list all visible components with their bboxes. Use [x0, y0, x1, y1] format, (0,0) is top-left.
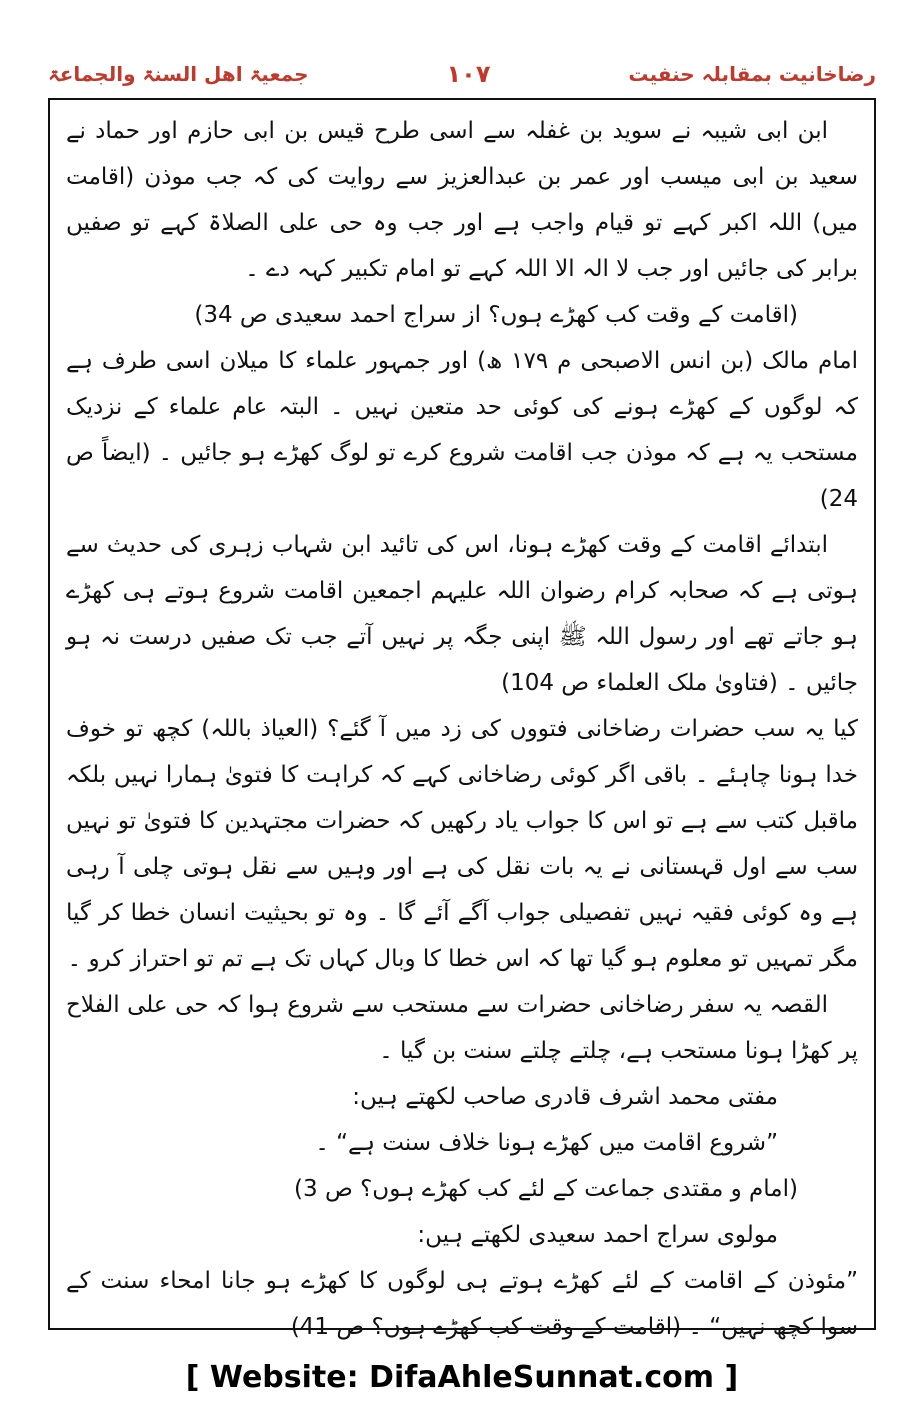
heading-siraj-ahmad: مولوی سراج احمد سعیدی لکھتے ہیں:: [417, 1222, 778, 1248]
paragraph-rebuttal: کیا یہ سب حضرات رضاخانی فتووں کی زد میں آ گئے؟ (العیاذ باللہ) کچھ تو خوف خدا ہونا چاہئے ۔ باقی اگر کوئی رضاخانی کہے کہ کراہت کا فتویٰ ہمارا نہیں بلکہ ماقبل کتب سے ہے تو اس کا جواب یاد رکھیں کہ حضرات مجتہدین کا فتویٰ تو نہیں سب سے اول قہستانی نے یہ بات نقل کی ہے اور وہیں سے نقل ہوتی چلی آ رہی ہے وہ کوئی فقیہ نہیں تفصیلی جواب آگے آئے گا ۔ وہ تو بحیثیت انسان خطا کر گیا مگر تمہیں تو معلوم ہو گیا تھا کہ اس خطا کا وبال کہاں تک ہے تم تو احتراز کرو ۔: [66, 716, 858, 972]
quote-mufti-ashraf: ”شروع اقامت میں کھڑے ہونا خلاف سنت ہے“ ۔: [315, 1130, 778, 1156]
header-organization: جمعیۃ اھل السنۃ والجماعۃ: [48, 62, 309, 86]
paragraph-ibn-shihab-zuhri: ابتدائے اقامت کے وقت کھڑے ہونا، اس کی تائید ابن شہاب زہری کی حدیث سے ہوتی ہے کہ صحابہ کرام رضوان اللہ علیہم اجمعین اقامت شروع ہوتے ہی کھڑے ہو جاتے تھے اور رسول اللہ ﷺ اپنی جگہ پر نہیں آتے جب تک صفیں درست نہ ہو جائیں ۔ (فتاویٰ ملک العلماء ص 104): [66, 532, 858, 696]
quote-siraj-ahmad: ”مئوذن کے اقامت کے لئے کھڑے ہوتے ہی لوگوں کا کھڑے ہو جانا امحاء سنت کے سوا کچھ نہیں“ ۔ (اقامت کے وقت کب کھڑے ہوں؟ ص 41): [66, 1268, 858, 1340]
page-number: ۱۰۷: [446, 60, 491, 88]
page-body: [66, 108, 858, 1350]
citation-iqamat-34: (اقامت کے وقت کب کھڑے ہوں؟ از سراج احمد سعیدی ص 34): [194, 302, 798, 328]
header-book-title: رضاخانیت بمقابلہ حنفیت: [628, 62, 876, 86]
heading-mufti-ashraf: مفتی محمد اشرف قادری صاحب لکھتے ہیں:: [352, 1084, 778, 1110]
website-footer: [ Website: DifaAhleSunnat.com ]: [185, 1360, 739, 1395]
paragraph-conclusion: القصہ یہ سفر رضاخانی حضرات سے مستحب سے شروع ہوا کہ حی علی الفلاح پر کھڑا ہونا مستحب ہے، چلتے چلتے سنت بن گیا ۔: [66, 992, 858, 1064]
paragraph-ibn-abi-shaybah: ابن ابی شیبہ نے سوید بن غفلہ سے اسی طرح قیس بن ابی حازم اور حماد نے سعید بن ابی میسب اور عمر بن عبدالعزیز سے روایت کی کہ جب موذن (اقامت میں) اللہ اکبر کہے تو قیام واجب ہے اور جب وہ حی علی الصلاۃ کہے تو صفیں برابر کی جائیں اور جب لا الہ الا اللہ کہے تو امام تکبیر کہہ دے ۔: [66, 118, 858, 282]
citation-imam-muqtadi: (امام و مقتدی جماعت کے لئے کب کھڑے ہوں؟ ص 3): [294, 1176, 798, 1202]
paragraph-imam-malik: امام مالک (بن انس الاصبحی م ۱۷۹ ھ) اور جمہور علماء کا میلان اسی طرف ہے کہ لوگوں کے کھڑے ہونے کی کوئی حد متعین نہیں ۔ البتہ عام علماء کے نزدیک مستحب یہ ہے کہ موذن جب اقامت شروع کرے تو لوگ کھڑے ہو جائیں ۔ (ایضاً ص 24): [66, 348, 858, 512]
page-header: [48, 56, 876, 92]
